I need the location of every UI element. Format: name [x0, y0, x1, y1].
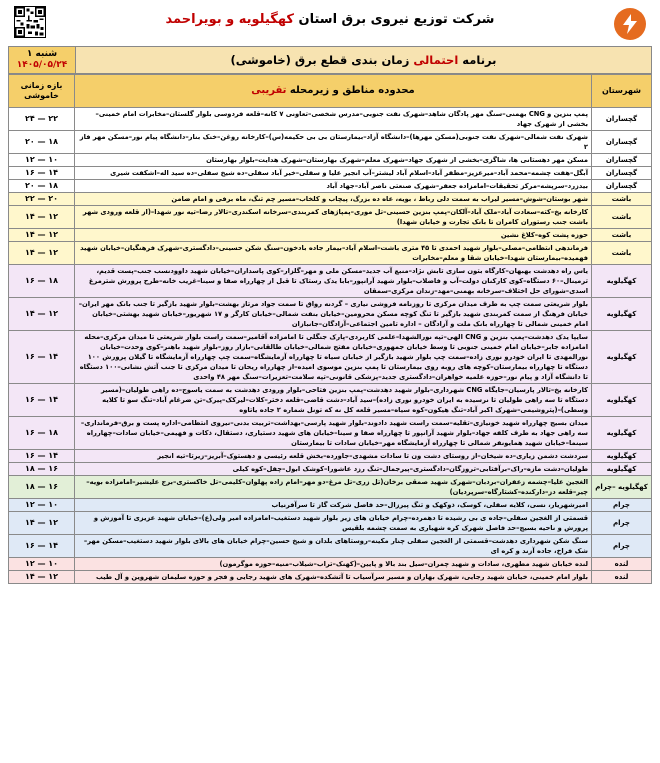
table-row: [9, 108, 652, 131]
row-time: ۱۴ — ۱۲: [9, 242, 75, 265]
row-time: ۱۴ — ۱۲: [9, 512, 75, 535]
table-row: [9, 476, 652, 499]
table-row: [9, 571, 652, 584]
row-time: ۱۶ — ۱۴: [9, 167, 75, 180]
row-areas: مسکن مهر دهستانی ها، شاگزی–بخشی از شهرک جهاد–شهرک معلم–شهرک بهارستان–شهرک هدایت–بلوار بهارستان: [75, 154, 592, 167]
title-highlight: احتمالی: [413, 53, 459, 67]
row-time: ۱۶ — ۱۴: [9, 331, 75, 384]
table-row: [9, 193, 652, 206]
row-areas: قسمتی از الغجین سفلی–جاده ی بی رشیده تا دهمرده–چرام خیابان های زیر بلوار شهید دستغیب–امامزاده امیر ولی(ع)–خیابان شهید عزیزی تا آموزش و پرورش و ناحیه بسیج–حد فاصل شهرک کره شهیاری به سمت چشمه بلقیس: [75, 512, 592, 535]
table-row: [9, 512, 652, 535]
row-city: چرام: [592, 499, 652, 512]
table-body: [9, 108, 652, 584]
row-time: ۲۴ — ۲۲: [9, 108, 75, 131]
table-row: [9, 499, 652, 512]
row-city: لنده: [592, 558, 652, 571]
row-time: ۱۸ — ۱۶: [9, 476, 75, 499]
row-areas: لنده خیابان شهید مطهری، سادات و شهید چمران–سیل بند بالا و پایین–(کهنک–تراب–شیلاب–منیه–حوزه موگرمون): [75, 558, 592, 571]
row-time: ۱۶ — ۱۴: [9, 384, 75, 417]
header-areas-prefix: محدوده مناطق و زیرمحله: [286, 85, 415, 96]
row-time: ۲۲ — ۲۰: [9, 193, 75, 206]
schedule-title: [76, 47, 651, 73]
row-city: کهگیلویه: [592, 450, 652, 463]
outage-table: [8, 74, 652, 584]
company-province: کهگیلویه و بویراحمد: [165, 12, 294, 27]
row-time: ۱۲ — ۱۰: [9, 558, 75, 571]
row-city: لنده: [592, 571, 652, 584]
table-row: [9, 463, 652, 476]
row-areas: آبگل–هفت چشمه–محمد آباد–میرعزیز–مظفر آباد–اسلام آباد لیشتر–آب انجیر علیا و سفلی–خیر آباد سفلی–ده شیخ سفلی–ده سید اله–اشکفت شیری: [75, 167, 592, 180]
row-areas: پمپ بنزین و CNG بهمنی–سنگ مهر پادگان شاهد–شهرک نفت جنوبی–مدرس شخصی–تعاونی ۷ کانه–قلعه فردوسی بلوار گلستان–مخابرات امام خمینی–بخشی از شهرک جهاد: [75, 108, 592, 131]
row-city: کهگیلویه: [592, 417, 652, 450]
table-row: [9, 558, 652, 571]
row-time: ۱۴ — ۱۲: [9, 298, 75, 331]
table-row: [9, 535, 652, 558]
row-areas: شهرک نفت شمالی–شهرک نفت جنوبی(مسکن مهرها)–دانشگاه آزاد–بیمارستان بی بی حکیمه(س)–کارخانه روغن–خنک بنار–دانشگاه پیام نور–مسکن مهر فاز ۲: [75, 131, 592, 154]
row-areas: میدان بسیج چهارراه شهید خونیازی–تقلیه–سمت راست شهید دادوند–بلوار شهید پارسی–بهداشت–تربیت بدنی–نیروی انتظامی–اداره پست و برق–فرمانداری–سه راهی جهاد به طرف کلفه جهاد–بلوار شهید آرانپور تا چهارراه صفا و سینا–خیابان های شهید دستیاری، دستقال، ذکات و فهیمی–خیابان سادات–چهارراه سینما–خیابان شهید همایونفر شمالی تا چهارراه آزمایشگاه مهر–خیابان سادات تا بیمارستان: [75, 417, 592, 450]
row-time: ۱۴ — ۱۲: [9, 229, 75, 242]
row-city: کهگیلویه: [592, 331, 652, 384]
table-row: [9, 298, 652, 331]
header: [8, 6, 652, 44]
table-row: [9, 154, 652, 167]
row-city: گچساران: [592, 167, 652, 180]
title-suffix: زمان بندی قطع برق (خاموشی): [230, 53, 410, 67]
row-city: چرام: [592, 535, 652, 558]
table-row: [9, 384, 652, 417]
row-time: ۱۶ — ۱۸: [9, 417, 75, 450]
row-city: گچساران: [592, 154, 652, 167]
row-city: کهگیلویه: [592, 298, 652, 331]
row-areas: طولیان–دشت مازه–راک–برآفتابی–تروزگان–دادگستری–پیرجمال–تنگ رزد عاشورا–کوشک ابول–چفل–کوه کیلی: [75, 463, 592, 476]
row-city: کهگیلویه: [592, 384, 652, 417]
row-city: کهگیلویه: [592, 463, 652, 476]
row-city: گچساران: [592, 131, 652, 154]
row-city: باشت: [592, 229, 652, 242]
row-time: ۲۰ — ۱۸: [9, 131, 75, 154]
row-time: ۱۴ — ۱۲: [9, 206, 75, 229]
row-areas: کارخانه یخ–کته–سعادت آباد–ملک آباد–آلکان–پمپ بنزین حسینی–تل موری–پمپاژهای کمربندی–سرخانه اسکندری–تالار رضا–تیه نور شهدا–(از قلعه ورودی شهر باشت جنب رستوران کامران تا بانک تجارت و خیابان شهدا): [75, 206, 592, 229]
row-city: کهگیلویه –چرام: [592, 476, 652, 499]
row-areas: فرماندهی انتظامی–مصلی–بلوار شهید احمدی تا ۴۵ متری باشت–اسلام آباد–بیمار جاده بادخون–سنگ شکن حسینی–دادگستری–شهرک فرهنگیان–خیابان شهید فهمیده–بیمارستان شهدا–خیابان شقا و معلم–مخابرات: [75, 242, 592, 265]
row-areas: الغجین علیا–چشمه زعفران–بردبان–شهرک شهید صمقی برخان(تل زری–تل مرغ–دو مهر–امام زاده پهلوان–کلیمی–تل خاکستری–برج علیشیر–امامزاده بویه–چیر–قلعه دز–دارکنده–کشتارگاه–سرپردیان): [75, 476, 592, 499]
row-time: ۱۶ — ۱۸: [9, 265, 75, 298]
row-time: ۱۸ — ۱۶: [9, 463, 75, 476]
row-areas: یاس راه دهدشت بهبهان–کارگاه بتون سازی تابش نژاد–منبع آب جدید–مسکن ملی و مهر–گلزار–کوی پاسداران–خیابان شهید داوودنسب جنب–پست قدیم، ترمینال–۶۰ دستگاه–کوی کارکنان دولت–آب و فاضلاب–بلوار شهید آرانپور–بابا یدک رستاک تا قبل از چهارراه صفا و سینا–غریب خانه–طرح پرورش شترمرغ اسدی–شورای حل اختلاف–سرخانه بهمنی–مهد–زندان مرکزی–سمقان: [75, 265, 592, 298]
date-box: [9, 47, 76, 73]
company-name: [8, 12, 652, 27]
date-label: ۱۴۰۵/۰۵/۲۴: [16, 60, 68, 70]
row-areas: بلوار شریعتی سمت چپ به طرف میدان مرکزی تا روزنامه فروشی نیاری – گردنه رواق تا سمت جواد مرتاز بهشت–بلوار شهید بازگیر تا جنب بانک مهر ایران–خیابان فرهنگ از سمت کمربندی شهید بازگیر تا تنگ کوچه مسکن محرومین–خیابان بنفت شمالی–خیابان کارگر و ۱۷ شهریور–خیابان شهید بهشتی–خیابان امام خمینی شمالی تا چهارراه بانک ملت و آزادگان – اداره تامین اجتماعی–آزادگان–جانبازان: [75, 298, 592, 331]
row-areas: سردشت دشمن زیاری–ده شیخان–از روستای دشت ون تا سادات مشهدی–جاورده–بخش قلعه رئیسی و دهستوک–آبریز–زیرتا–تیه انجیر: [75, 450, 592, 463]
row-city: گچساران: [592, 108, 652, 131]
header-time: بازه زمانی خاموشی: [9, 75, 75, 108]
row-areas: سنگ شکن شهرداری دهدشت–قسمتی از الغجین سفلی چنار مکینه–روستاهای بلدان و شیخ حسین–چرام خیابان های بالای بلوار شهید دستغیب–مسکن مهر–شک فراخ، جاده آزند و کره ای: [75, 535, 592, 558]
table-row: [9, 180, 652, 193]
table-row: [9, 131, 652, 154]
company-prefix: شرکت توزیع نیروی برق استان: [293, 12, 495, 27]
table-row: [9, 229, 652, 242]
table-row: [9, 206, 652, 229]
row-areas: حوزه پشت کوه–کلاغ نشین: [75, 229, 592, 242]
row-areas: امیرشهریار، نسی، کلایه سفلی، کوسک، ذوکهک و تنگ پیرزال–حد فاصل شرکت گاز تا سرآفرنیاب: [75, 499, 592, 512]
header-areas: [75, 75, 592, 108]
schedule-title-band: [8, 46, 652, 74]
row-city: باشت: [592, 206, 652, 229]
table-row: [9, 450, 652, 463]
row-areas: سایپا یدک دهدشت–پمپ بنزین و CNG الهی–تپه نورالشهدا–علمی کاربردی–پارک جنگلی تا امامزاده آقامیر–سمت راست بلوار شریعتی تا میدان مرکزی–محله امامزاده جابر–خیابان امام خمینی جنوبی تا وسط خیابان جمهوری–خیابان مفتح شمالی–خیابان طالقانی–بازار روز–بلوار شهید باهنر–کوی وحدت–خیابان نورالمهدی تا ایران خودرو نوری زاده–سمت چپ بلوار شهید بازگیر از خیابان سیاه تا چهارراه آزمایشگاه–سمت چپ چهارراه آزمایشگاه تا گیلان پرورش ۱۰۰ دستگاه تا چهارراه بیمارستان–کوچه های روبه روی بیمارستان تا پمپ بنزین موسوی امیده–از چهارراه ریحان تا میدان مرکزی تا جنب آتش نشانی–۱۰۰ دستگاه تا دانشگاه آزاد و پیام نور–حوزه علمیه خواهران–دادگستری جدید–پزشکی قانونی–تپه سلامت–تعزیرات–سنگ مهر ۴۸ واحدی: [75, 331, 592, 384]
row-time: ۱۴ — ۱۲: [9, 571, 75, 584]
row-areas: بلوار امام خمینی، خیابان شهید رجایی، شهرک بهاران و مسیر سرآسیاب تا آتشکده–شهرک های شهید رجایی و فجر و حوزه سلیمان شهروین و آل طیب: [75, 571, 592, 584]
row-time: ۱۲ — ۱۰: [9, 499, 75, 512]
qr-code: [14, 6, 46, 38]
row-city: باشت: [592, 193, 652, 206]
row-city: کهگیلویه: [592, 265, 652, 298]
table-row: [9, 331, 652, 384]
table-row: [9, 417, 652, 450]
row-areas: بیدزرد–سرپشه–مرکز تحقیقات–امامزاده جعفر–شهرک صنعتی ناصر آباد–جهاد آباد: [75, 180, 592, 193]
title-prefix: برنامه: [462, 53, 497, 67]
row-city: باشت: [592, 242, 652, 265]
row-city: چرام: [592, 512, 652, 535]
row-city: گچساران: [592, 180, 652, 193]
header-areas-highlight: تقریبی: [251, 85, 287, 96]
row-time: ۱۲ — ۱۰: [9, 154, 75, 167]
table-header-row: [9, 75, 652, 108]
day-label: شنبه ۱: [26, 49, 58, 59]
header-city: شهرستان: [592, 75, 652, 108]
table-row: [9, 242, 652, 265]
row-areas: شهر بوستان–شوش–مسیر لیراب به سمت دلی رباط ، بویه، عاه ده بزرگ، پیچاب و کلخاب–مسیر چم تنگ، ماه برفی و امام ضامن: [75, 193, 592, 206]
table-row: [9, 265, 652, 298]
row-areas: کارخانه یخ–تالار پارسیان–جایگاه CNG شهرداری–بلوار شهید دهدشت–پمپ بنزین فتاحی–بلوار ورودی دهدشت به سمت یاسوج–ده راهی طولیان–(مسیر دستگاه تا سه راهی طولیان تا نرسیده به ایران خودرو نوری زاده)–سید آباد–دشت قاضی–قلعه دختر–کلات–لیرکک–پیرک–تن ضرغام آباد–تنگ سو تا کلایه وسطی)–(پتروشیمی–شهرک اکبر آباد–تنگ هیکون–کوه سیاه–مسیر قلعه کل نه که تونل شماره ۲ جاده یاتاوه: [75, 384, 592, 417]
row-time: ۲۰ — ۱۸: [9, 180, 75, 193]
row-time: ۱۶ — ۱۴: [9, 535, 75, 558]
table-row: [9, 167, 652, 180]
row-time: ۱۶ — ۱۴: [9, 450, 75, 463]
